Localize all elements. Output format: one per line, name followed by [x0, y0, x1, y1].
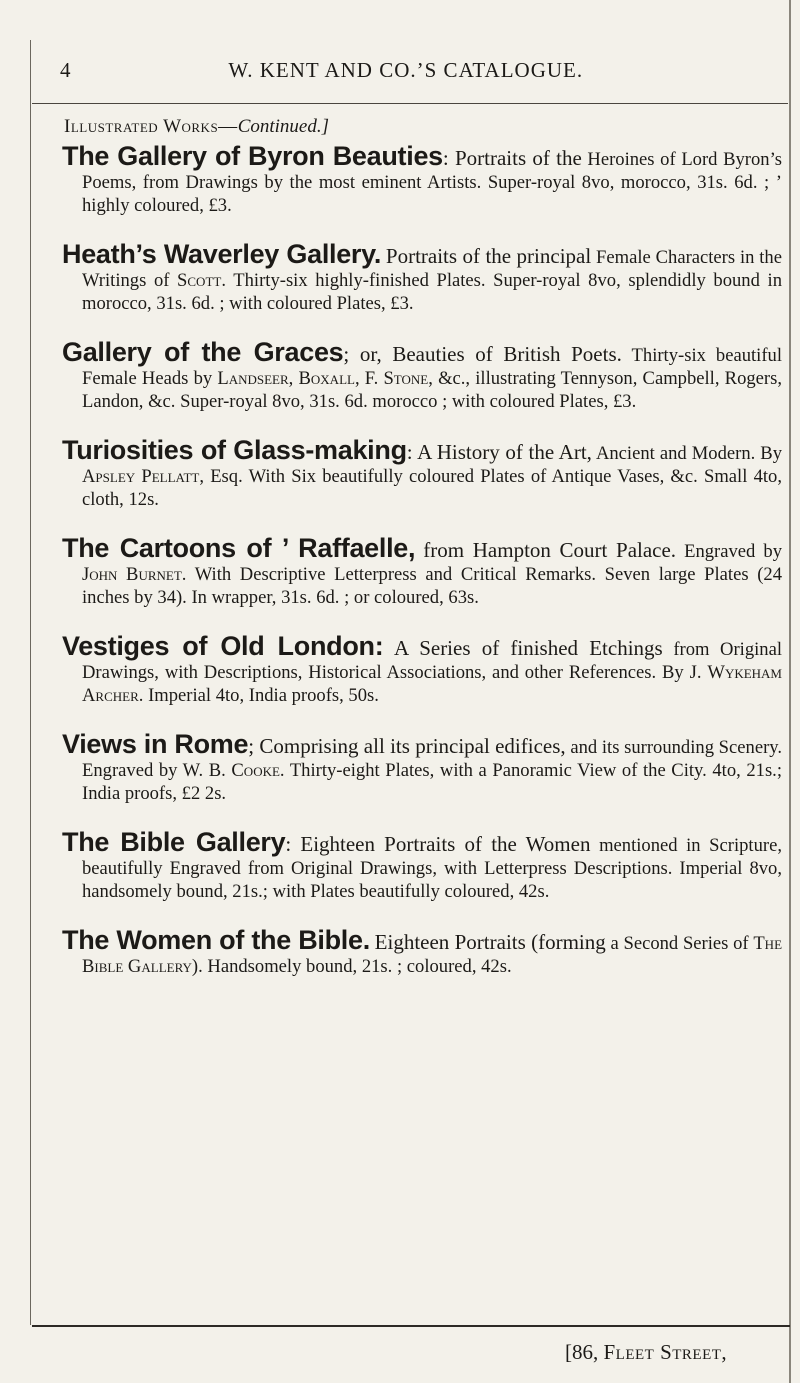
- entry-title: The Bible Gallery: [62, 827, 286, 857]
- author-name: Apsley Pellatt: [82, 466, 200, 487]
- section-heading: [64, 116, 329, 138]
- section-label: Illustrated Works—: [64, 116, 238, 137]
- catalogue-entries: [62, 141, 783, 1004]
- entry-description: ). Handsomely bound, 21s. ; coloured, 42s.: [191, 956, 512, 977]
- entry-subtitle: : Portraits of the: [442, 146, 582, 170]
- header-rule: [32, 103, 788, 104]
- entry-description: , Esq. With Six beautifully coloured Plates of Antique Vases, &c. Small 4to, cloth, 12s.: [82, 466, 782, 510]
- author-name: Scott: [177, 270, 222, 291]
- catalogue-entry: [62, 239, 782, 315]
- entry-description: . Thirty-six highly-finished Plates. Super-royal 8vo, splendidly bound in morocco, 31s. 6d. ; with coloured Plates, £3.: [82, 270, 782, 314]
- entry-description: . Imperial 4to, India proofs, 50s.: [138, 685, 379, 706]
- page-border-left: [30, 40, 31, 1325]
- entry-description: and its surrounding Scenery. Engraved by W. B.: [82, 737, 782, 781]
- footer-rule: [32, 1325, 790, 1327]
- entry-subtitle: Eighteen Portraits (forming: [374, 930, 606, 954]
- catalogue-entry: [62, 925, 783, 978]
- page-footer: [565, 1340, 727, 1365]
- entry-description: Ancient and Modern. By: [595, 443, 783, 464]
- entry-subtitle: : A History of the Art,: [406, 440, 592, 464]
- entry-description: . With Descriptive Letterpress and Critical Remarks. Seven large Plates (24 inches by 34). In wrapper, 31s. 6d. ; or coloured, 63s.: [82, 564, 783, 608]
- author-name: Cooke: [231, 760, 280, 781]
- entry-title: The Gallery of Byron Beauties: [62, 141, 443, 171]
- entry-description: Thirty-six beautiful Female Heads by: [82, 345, 782, 389]
- catalogue-entry: [62, 729, 782, 805]
- author-name: Wykeham Archer: [82, 662, 782, 706]
- entry-description: Engraved by: [684, 541, 782, 562]
- footer-catchword: [86,: [565, 1340, 599, 1364]
- catalogue-entry: [62, 827, 782, 903]
- catalogue-entry: [62, 631, 783, 707]
- entry-title: The Cartoons of ’ Raffaelle,: [62, 533, 416, 563]
- entry-description: from Original Drawings, with Descriptions, Historical Associations, and other References. By J.: [82, 639, 783, 683]
- entry-subtitle: Portraits of the principal: [385, 244, 592, 268]
- catalogue-entry: [62, 435, 783, 511]
- entry-subtitle: ; or, Beauties of British Poets.: [343, 342, 622, 366]
- entry-subtitle: A Series of finished Etchings: [394, 636, 663, 660]
- entry-title: Heath’s Waverley Gallery.: [62, 239, 382, 269]
- page-border-right: [789, 0, 791, 1383]
- entry-title: Gallery of the Graces: [62, 337, 344, 367]
- entry-description: a Second Series of: [610, 933, 754, 954]
- catalogue-entry: [62, 533, 783, 609]
- entry-title: Vestiges of Old London:: [62, 631, 384, 661]
- author-name: Landseer, Boxall, F. Stone: [217, 368, 429, 389]
- author-name: John Burnet: [82, 564, 182, 585]
- catalogue-entry: [62, 141, 782, 217]
- entry-description: Heroines of Lord Byron’s Poems, from Drawings by the most eminent Artists. Super-royal 8vo, morocco, 31s. 6d. ; ’ highly coloured, £3.: [82, 149, 782, 216]
- entry-title: The Women of the Bible.: [62, 925, 370, 955]
- running-title: W. KENT AND CO.’S CATALOGUE.: [228, 58, 584, 82]
- entry-description: mentioned in Scripture, beautifully Engraved from Original Drawings, with Letterpress Descriptions. Imperial 8vo, handsomely bound, 21s.; with Plates beautifully coloured, 42s.: [82, 835, 782, 902]
- catalogue-entry: [62, 337, 783, 413]
- entry-description: Female Characters in the Writings of: [82, 247, 782, 291]
- page-header: [60, 58, 780, 83]
- entry-description: , &c., illustrating Tennyson, Campbell, Rogers, Landon, &c. Super-royal 8vo, 31s. 6d. morocco ; with coloured Plates, £3.: [82, 368, 783, 412]
- entry-title: Turiosities of Glass-making: [62, 435, 407, 465]
- entry-subtitle: : Eighteen Portraits of the Women: [285, 832, 591, 856]
- series-name: The Bible Gallery: [82, 933, 783, 977]
- entry-subtitle: ; Comprising all its principal edifices,: [248, 734, 566, 758]
- footer-street: Fleet Street,: [603, 1340, 728, 1364]
- page-number: 4: [60, 58, 72, 82]
- entry-description: . Thirty-eight Plates, with a Panoramic View of the City. 4to, 21s.; India proofs, £2 2s.: [82, 760, 782, 804]
- entry-subtitle: from Hampton Court Palace.: [423, 538, 677, 562]
- section-continued: Continued.]: [237, 116, 329, 137]
- entry-title: Views in Rome: [62, 729, 249, 759]
